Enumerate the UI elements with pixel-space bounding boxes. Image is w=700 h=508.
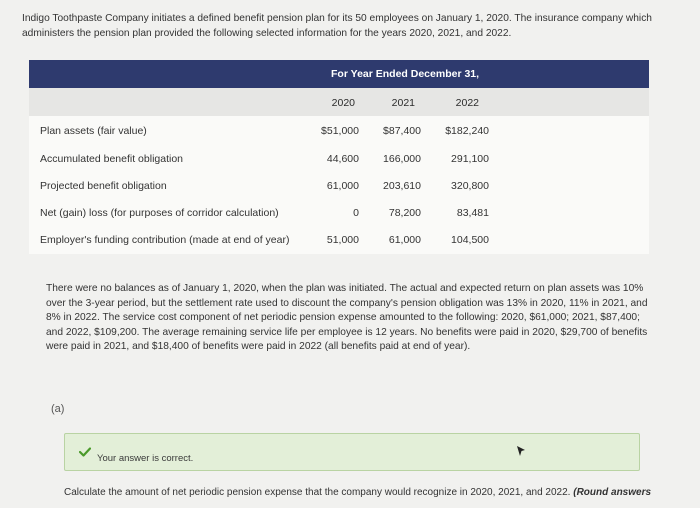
row-label-funding: Employer's funding contribution (made at end of year) — [40, 234, 290, 246]
table-cell: 44,600 — [326, 153, 359, 165]
question-main: Calculate the amount of net periodic pension expense that the company would recognize in 2020, 2021, and 2022. — [64, 487, 571, 498]
table-cell: 61,000 — [388, 234, 421, 246]
table-cell: 320,800 — [451, 180, 489, 192]
problem-paragraph: There were no balances as of January 1, 2020, when the plan was initiated. The actual and expected return on plan assets was 10% over the 3-year period, but the settlement rate used to discount the company's pension obligation was 13% in 2020, 11% in 2021, and 8% in 2022. The service cost component of net periodic pension expense amounted to the following: 2020, $61,000; 2021, $87,400; and 2022, $109,200. The average remaining service life per employee is 12 years. No benefits were paid in 2020, $29,700 of benefits were paid in 2021, and $18,400 of benefits were paid in 2022 (all benefits paid at end of year). — [46, 283, 648, 352]
table-cell: $87,400 — [383, 125, 421, 137]
row-label-net-gain-loss: Net (gain) loss (for purposes of corridor calculation) — [40, 207, 279, 219]
year-2022: 2022 — [455, 97, 479, 109]
year-2021: 2021 — [391, 97, 415, 109]
table-cell: 104,500 — [451, 234, 489, 246]
table-cell: 0 — [353, 207, 359, 219]
row-label-pbo: Projected benefit obligation — [40, 180, 167, 192]
row-label-abo: Accumulated benefit obligation — [40, 153, 184, 165]
question-note: (Round answers — [573, 487, 652, 498]
row-label-plan-assets: Plan assets (fair value) — [40, 125, 147, 137]
table-cell: 78,200 — [388, 207, 421, 219]
year-2020: 2020 — [331, 97, 355, 109]
part-label: (a) — [51, 403, 65, 415]
question-text — [64, 487, 651, 498]
table-cell: 291,100 — [451, 153, 489, 165]
data-table — [29, 60, 649, 254]
table-cell: 166,000 — [383, 153, 421, 165]
table-cell: $51,000 — [321, 125, 359, 137]
intro-text: Indigo Toothpaste Company initiates a defined benefit pension plan for its 50 employees on January 1, 2020. The insurance company which administers the pension plan provided the following selected information for the years 2020, 2021, and 2022. — [22, 13, 652, 39]
table-header-title: For Year Ended December 31, — [331, 68, 480, 80]
feedback-text: Your answer is correct. — [97, 453, 194, 464]
table-cell: 83,481 — [456, 207, 489, 219]
table-cell: 203,610 — [383, 180, 421, 192]
table-cell: 51,000 — [326, 234, 359, 246]
checkmark-icon — [79, 447, 91, 457]
feedback-box — [64, 433, 640, 471]
mouse-cursor-icon — [516, 445, 526, 457]
table-cell: $182,240 — [445, 125, 489, 137]
table-cell: 61,000 — [326, 180, 359, 192]
